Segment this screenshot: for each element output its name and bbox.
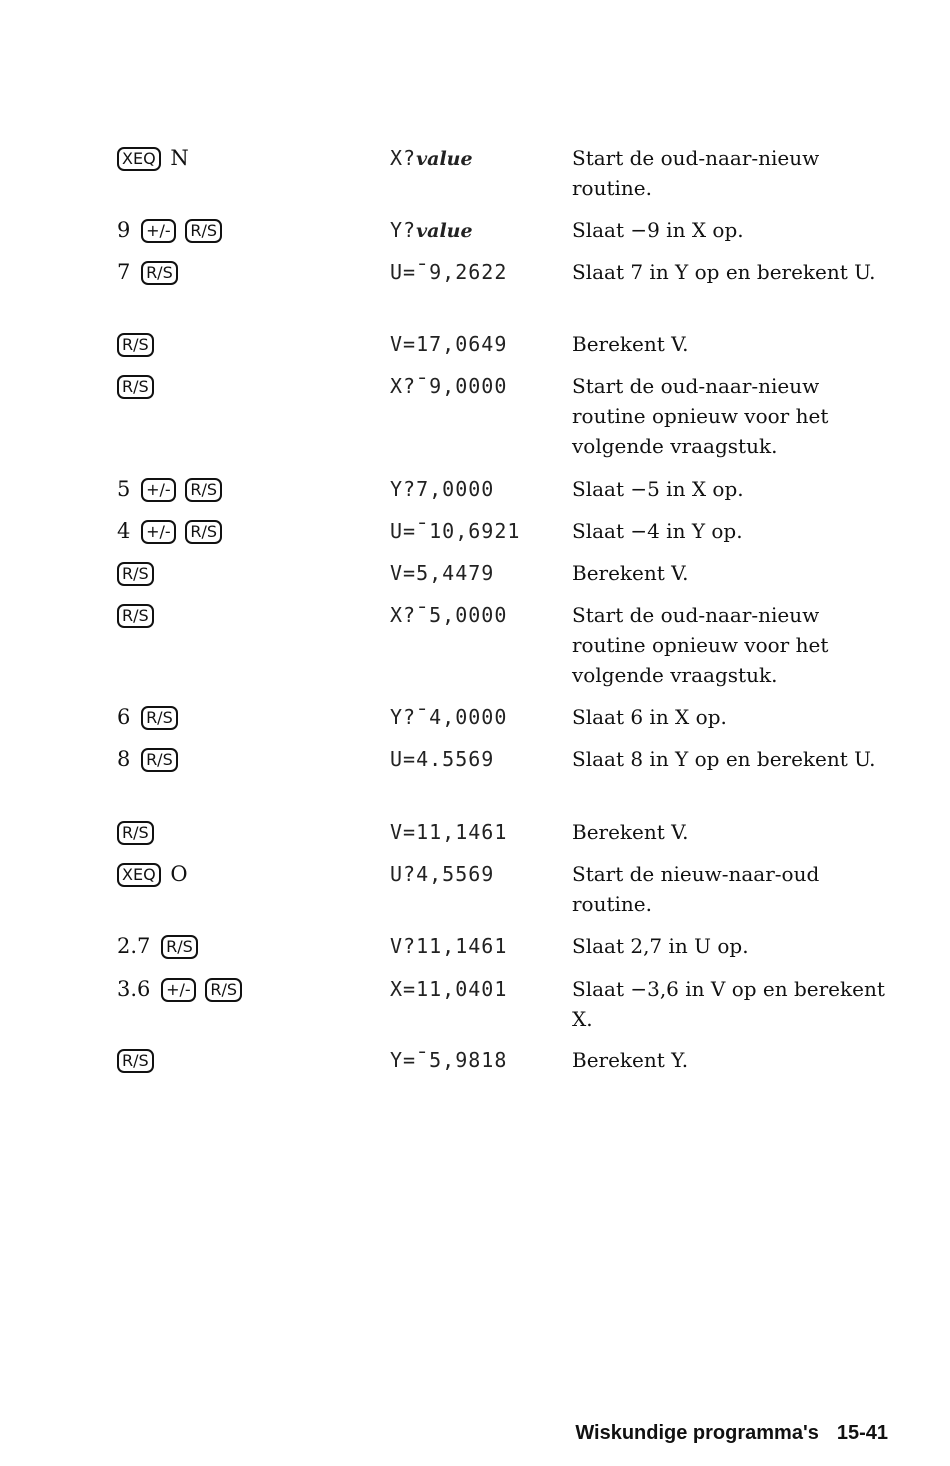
description: Berekent V. — [572, 332, 689, 356]
display-text: Y? — [390, 218, 417, 242]
keystroke-text: 6 — [117, 705, 131, 729]
calculator-key: +/- — [141, 478, 176, 502]
display-output — [390, 817, 507, 847]
keystrokes — [117, 558, 157, 588]
display-text: U=4.5569 — [390, 747, 495, 771]
display-text: V=5,4479 — [390, 561, 495, 585]
calculator-key: R/S — [185, 478, 222, 502]
display-text: X?¯9,0000 — [390, 374, 508, 398]
keystrokes — [117, 257, 181, 287]
keystrokes — [117, 817, 157, 847]
description: Start de oud-naar-nieuw routine opnieuw voor het volgende vraagstuk. — [572, 374, 829, 458]
calculator-key: R/S — [117, 375, 154, 399]
calculator-key: +/- — [141, 520, 176, 544]
keystroke-text: 8 — [117, 747, 131, 771]
description: Start de nieuw-naar-oud routine. — [572, 862, 820, 916]
display-text: V=17,0649 — [390, 332, 508, 356]
display-output — [390, 931, 507, 961]
display-placeholder: value — [416, 220, 473, 242]
keystrokes — [117, 329, 157, 359]
keystroke-text: 4 — [117, 519, 131, 543]
description: Slaat 2,7 in U op. — [572, 934, 749, 958]
calculator-key: R/S — [141, 261, 178, 285]
keystrokes — [117, 931, 201, 961]
keystrokes — [117, 744, 181, 774]
calculator-key: +/- — [161, 978, 196, 1002]
keystrokes — [117, 859, 192, 889]
description: Slaat −5 in X op. — [572, 477, 744, 501]
display-text: X=11,0401 — [390, 977, 508, 1001]
display-text: V=11,1461 — [390, 820, 508, 844]
display-output — [390, 371, 507, 401]
calculator-key: R/S — [117, 821, 154, 845]
display-output — [390, 474, 494, 504]
display-text: Y?7,0000 — [390, 477, 495, 501]
keystrokes — [117, 474, 225, 504]
keystroke-text: 7 — [117, 260, 131, 284]
display-text: U=¯9,2622 — [390, 260, 508, 284]
display-text: U?4,5569 — [390, 862, 495, 886]
display-text: U=¯10,6921 — [390, 519, 521, 543]
calculator-key: R/S — [185, 219, 222, 243]
description: Slaat −9 in X op. — [572, 218, 744, 242]
display-text: V?11,1461 — [390, 934, 508, 958]
calculator-key: XEQ — [117, 147, 161, 171]
calculator-key: R/S — [141, 706, 178, 730]
calculator-key: R/S — [161, 935, 198, 959]
keystrokes — [117, 516, 225, 546]
display-placeholder: value — [416, 148, 473, 170]
keystrokes — [117, 702, 181, 732]
display-text: X? — [390, 146, 417, 170]
display-output — [390, 329, 507, 359]
display-text: Y=¯5,9818 — [390, 1048, 508, 1072]
footer-title: Wiskundige programma's — [575, 1422, 819, 1444]
display-text: X?¯5,0000 — [390, 603, 508, 627]
page-footer — [575, 1422, 888, 1445]
calculator-key: R/S — [141, 748, 178, 772]
display-output — [390, 600, 507, 630]
display-output — [390, 257, 507, 287]
description: Slaat 7 in Y op en berekent U. — [572, 260, 876, 284]
description: Slaat 8 in Y op en berekent U. — [572, 747, 876, 771]
keystrokes — [117, 371, 157, 401]
display-output — [390, 143, 473, 174]
display-output — [390, 974, 507, 1004]
keystroke-text: N — [170, 146, 189, 170]
description: Slaat −3,6 in V op en berekent X. — [572, 977, 885, 1031]
keystrokes — [117, 600, 157, 630]
keystroke-text: 3.6 — [117, 977, 151, 1001]
description: Slaat 6 in X op. — [572, 705, 727, 729]
calculator-key: R/S — [117, 333, 154, 357]
keystroke-text: 9 — [117, 218, 131, 242]
page-number: 15-41 — [836, 1422, 888, 1444]
keystroke-text: 2.7 — [117, 934, 151, 958]
calculator-key: R/S — [185, 520, 222, 544]
display-output — [390, 744, 494, 774]
display-output — [390, 702, 507, 732]
display-output — [390, 516, 520, 546]
description: Berekent V. — [572, 820, 689, 844]
description: Berekent V. — [572, 561, 689, 585]
description: Start de oud-naar-nieuw routine. — [572, 146, 820, 200]
description: Berekent Y. — [572, 1048, 689, 1072]
keystrokes — [117, 143, 193, 173]
calculator-key: +/- — [141, 219, 176, 243]
display-output — [390, 215, 473, 246]
description: Slaat −4 in Y op. — [572, 519, 743, 543]
calculator-key: R/S — [117, 1049, 154, 1073]
display-output — [390, 859, 494, 889]
keystrokes — [117, 215, 225, 245]
display-output — [390, 558, 494, 588]
keystrokes — [117, 1045, 157, 1075]
keystroke-text: 5 — [117, 477, 131, 501]
description: Start de oud-naar-nieuw routine opnieuw voor het volgende vraagstuk. — [572, 603, 829, 687]
display-output — [390, 1045, 507, 1075]
display-text: Y?¯4,0000 — [390, 705, 508, 729]
keystrokes — [117, 974, 245, 1004]
calculator-key: XEQ — [117, 863, 161, 887]
keystroke-text: O — [170, 862, 188, 886]
calculator-key: R/S — [117, 604, 154, 628]
calculator-key: R/S — [205, 978, 242, 1002]
calculator-key: R/S — [117, 562, 154, 586]
